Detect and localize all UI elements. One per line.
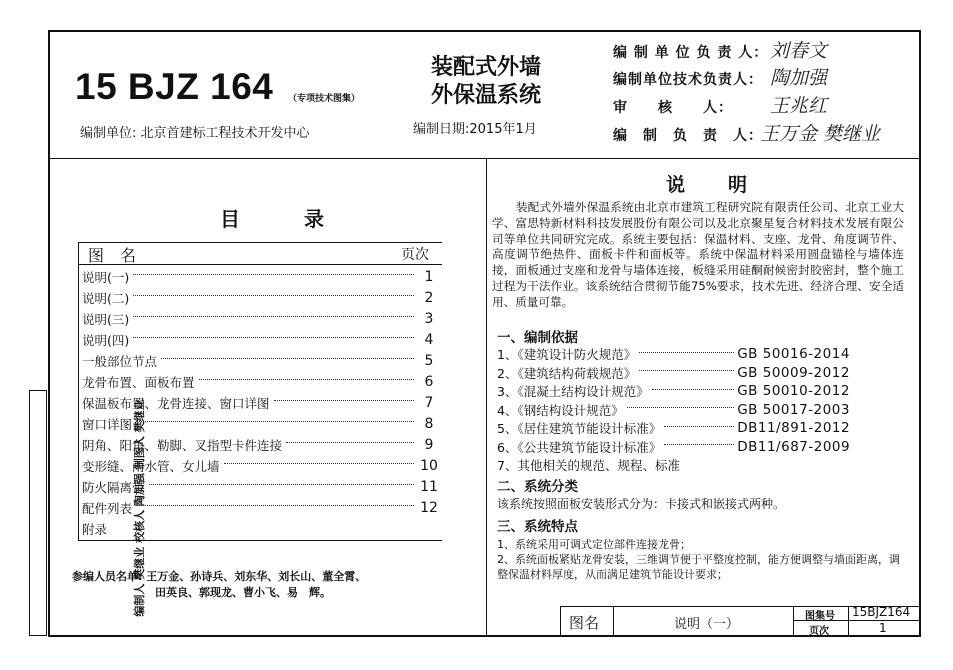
reference-leader bbox=[664, 444, 734, 445]
reference-standard: GB 50017-2003 bbox=[737, 401, 850, 418]
toc-row-leader bbox=[133, 274, 414, 275]
reference-item bbox=[497, 456, 897, 474]
toc-row bbox=[82, 308, 440, 329]
participants bbox=[72, 568, 366, 584]
toc-row-name: 一般部位节点 bbox=[82, 353, 158, 369]
titleblock-tuming-label: 图名 bbox=[569, 614, 600, 632]
signature-4: 王万金 樊继业 bbox=[760, 123, 881, 145]
toc-row-name: 龙骨布置、面板布置 bbox=[82, 374, 195, 390]
header-divider bbox=[48, 158, 921, 159]
reference-item bbox=[497, 401, 897, 419]
toc-title: 目 录 bbox=[220, 207, 346, 231]
toc-row-leader bbox=[286, 442, 414, 443]
reference-leader bbox=[639, 352, 734, 353]
signoff-label-3: 审 核 人： bbox=[613, 100, 733, 116]
toc-row-leader bbox=[274, 400, 414, 401]
toc-row-name: 说明(四) bbox=[82, 332, 130, 348]
toc-row bbox=[82, 350, 440, 371]
toc-row-name: 附录 bbox=[82, 521, 108, 537]
toc-row-name: 保温板布置、龙骨连接、窗口详图 bbox=[82, 395, 270, 411]
reference-leader bbox=[639, 370, 734, 371]
toc-row-page: 7 bbox=[424, 394, 434, 411]
column-divider bbox=[486, 158, 487, 637]
section-classification-title: 二、系统分类 bbox=[497, 479, 578, 495]
toc-row-page: 3 bbox=[424, 310, 434, 327]
toc-row-page: 1 bbox=[424, 268, 434, 285]
reference-item bbox=[497, 382, 897, 400]
reference-leader bbox=[664, 426, 734, 427]
titleblock-page-no: 1 bbox=[879, 621, 887, 635]
signature-3: 王兆红 bbox=[770, 95, 828, 117]
toc-row bbox=[82, 392, 440, 413]
compile-unit bbox=[80, 122, 310, 141]
toc-row bbox=[82, 371, 440, 392]
compile-unit-value: 北京首建标工程技术开发中心 bbox=[140, 126, 310, 141]
toc-row-leader bbox=[136, 505, 414, 506]
toc-row-page: 5 bbox=[424, 352, 434, 369]
binding-strip bbox=[29, 390, 47, 636]
compile-date-label: 编制日期: bbox=[413, 122, 470, 137]
toc-row-leader bbox=[133, 337, 414, 338]
reference-name: 4、《钢结构设计规范》 bbox=[497, 402, 624, 418]
atlas-code: 15 BJZ 164 bbox=[75, 66, 274, 107]
toc-row-leader bbox=[224, 463, 414, 464]
toc-row-page: 11 bbox=[420, 478, 438, 495]
signoff-label-2: 编制单位技术负责人： bbox=[613, 72, 763, 88]
atlas-title-line1: 装配式外墙 bbox=[430, 55, 541, 80]
toc-row-page: 6 bbox=[424, 373, 434, 390]
participants-line2: 田英良、郭现龙、曹小飞、易 辉。 bbox=[155, 586, 331, 599]
toc-row bbox=[82, 497, 440, 518]
toc-row bbox=[82, 266, 440, 287]
toc-col-name: 图 名 bbox=[88, 246, 137, 265]
reference-item bbox=[497, 364, 897, 382]
reference-standard: DB11/891-2012 bbox=[737, 420, 851, 436]
titleblock-rule-2 bbox=[613, 606, 614, 637]
toc-row-leader bbox=[133, 295, 414, 296]
titleblock-atlas-no: 15BJZ164 bbox=[852, 605, 911, 619]
toc-row-page: 8 bbox=[424, 415, 434, 432]
section-features-title: 三、系统特点 bbox=[497, 519, 578, 535]
reference-name: 7、其他相关的规范、规程、标准 bbox=[497, 458, 680, 473]
signoff-label-1: 编 制 单 位 负 责 人： bbox=[613, 45, 769, 61]
toc-row-name: 说明(二) bbox=[82, 290, 130, 306]
reference-name: 3、《混凝土结构设计规范》 bbox=[497, 384, 649, 399]
reference-name: 1、《建筑设计防火规范》 bbox=[497, 347, 637, 362]
notes-intro: 装配式外墙外保温系统由北京市建筑工程研究院有限责任公司、北京工业大学、富思特新材料科技发展股份有限公司以及北京聚星复合材料技术发展有限公司等单位共同研究完成。系统主要包括：保温材料、支座、龙骨、角度调节件、高度调节绝热件、面板卡件和面板等。系统中保温材料采用圆盘锚栓与墙体连接，面板通过支座和龙骨与墙体连接，板缝采用硅酮耐候密封胶密封，整个施工过程为干法作业。该系统结合贯彻节能75%要求，技术先进、经济合理、安全适用、质量可靠。 bbox=[492, 200, 904, 309]
toc-row-leader bbox=[199, 379, 414, 380]
section-basis-title: 一、编制依据 bbox=[497, 330, 578, 346]
toc-row bbox=[82, 413, 440, 434]
toc-row-leader bbox=[149, 484, 414, 485]
reference-item bbox=[497, 438, 897, 456]
atlas-title bbox=[410, 54, 562, 110]
reference-standard: GB 50010-2012 bbox=[737, 383, 850, 399]
feature-item-2: 2、系统面板紧贴龙骨安装，三维调节便于平整度控制，能方便调整与墙面距离，调整保温材料厚度，从而满足建筑节能设计要求； bbox=[497, 553, 900, 581]
toc-row-page: 4 bbox=[424, 331, 434, 348]
toc-row-page: 10 bbox=[420, 457, 438, 474]
reference-leader bbox=[652, 389, 735, 390]
toc-header-rule bbox=[78, 264, 442, 265]
compile-unit-label: 编制单位: bbox=[80, 126, 137, 141]
toc-row-name: 防火隔离带 bbox=[82, 479, 145, 495]
participants-line1: 王万金、孙诗兵、刘东华、刘长山、董全霄、 bbox=[146, 570, 367, 583]
toc-row bbox=[82, 518, 440, 539]
toc-row-page: 12 bbox=[420, 499, 438, 516]
toc-row-name: 说明(一) bbox=[82, 269, 130, 285]
reference-standard: GB 50016-2014 bbox=[737, 346, 850, 362]
reference-standard: GB 50009-2012 bbox=[737, 364, 850, 381]
toc-row bbox=[82, 434, 440, 455]
toc-row bbox=[82, 329, 440, 350]
toc-col-page: 页次 bbox=[401, 247, 429, 263]
participants-label: 参编人员名单: bbox=[72, 570, 143, 583]
titleblock-sheet-name: 说明（一） bbox=[674, 617, 740, 632]
reference-leader bbox=[627, 407, 735, 408]
toc-bottom-rule bbox=[78, 540, 442, 541]
toc-row bbox=[82, 476, 440, 497]
toc-left-rule bbox=[78, 242, 79, 540]
reference-item bbox=[497, 345, 897, 363]
signoff-label-4: 编 制 负 责 人： bbox=[613, 128, 763, 144]
toc-row-name: 配件列表 bbox=[82, 500, 133, 516]
atlas-code-subtitle: （专项技术图集） bbox=[288, 94, 361, 104]
reference-name: 6、《公共建筑节能设计标准》 bbox=[497, 439, 662, 455]
section-classification-text: 该系统按照面板安装形式分为：卡接式和嵌接式两种。 bbox=[497, 497, 786, 511]
titleblock-rule-3 bbox=[793, 606, 794, 637]
reference-standard: DB11/687-2009 bbox=[737, 438, 851, 455]
atlas-title-line2: 外保温系统 bbox=[430, 83, 541, 108]
toc-row-leader bbox=[136, 421, 414, 422]
toc-row-name: 说明(三) bbox=[82, 311, 130, 327]
reference-name: 5、《居住建筑节能设计标准》 bbox=[497, 421, 662, 436]
toc-row bbox=[82, 287, 440, 308]
toc-row bbox=[82, 455, 440, 476]
toc-row-page: 9 bbox=[424, 436, 434, 453]
titleblock-atlas-label: 图集号 bbox=[805, 611, 835, 622]
toc-row-leader bbox=[133, 316, 414, 317]
titleblock-rule-4 bbox=[848, 606, 849, 637]
titleblock-left-rule bbox=[560, 606, 561, 637]
toc-row-page: 2 bbox=[424, 289, 434, 306]
titleblock-page-label: 页次 bbox=[809, 626, 829, 637]
compile-date bbox=[413, 118, 537, 137]
feature-item-1: 1、系统采用可调式定位部件连接龙骨； bbox=[497, 538, 691, 551]
compile-date-value: 2015年1月 bbox=[469, 122, 537, 137]
binding-strip-text: 编制人 樊继业 校核人 陶加强 制图人 樊继业 bbox=[133, 399, 146, 617]
toc-row-name: 阴角、阳角、勒脚、叉指型卡件连接 bbox=[82, 437, 283, 453]
toc-row-name: 变形缝、雨水管、女儿墙 bbox=[82, 458, 220, 474]
signature-2: 陶加强 bbox=[770, 67, 828, 89]
signature-1: 刘春文 bbox=[770, 40, 828, 62]
reference-item bbox=[497, 419, 897, 437]
toc-row-name: 窗口详图 bbox=[82, 416, 133, 432]
reference-name: 2、《建筑结构荷载规范》 bbox=[497, 365, 637, 381]
notes-title: 说 明 bbox=[666, 174, 760, 196]
toc-row-leader bbox=[161, 358, 414, 359]
